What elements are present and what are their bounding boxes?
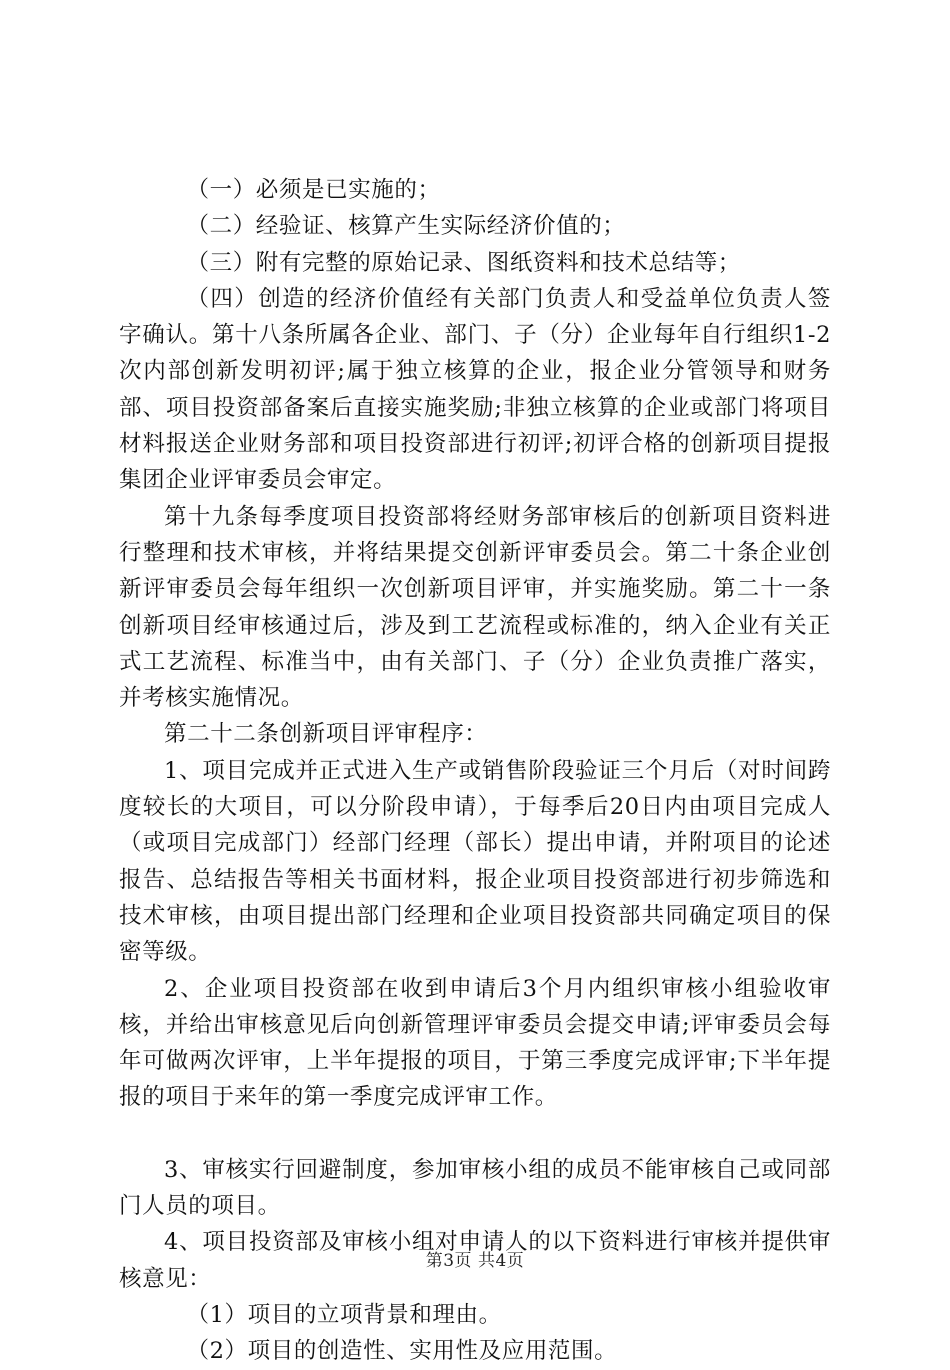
paragraph-item-2: （二）经验证、核算产生实际经济价值的； [186,213,626,240]
paragraph-step-1: 1、项目完成并正式进入生产或销售阶段验证三个月后（对时间跨度较长的大项目，可以分阶段申请），于每季后20日内由项目完成人（或项目完成部门）经部门经理（部长）提出申请，并附项目的论述报告、总结报告等相关书面材料，报企业项目投资部进行初步筛选和技术审核，由项目提出部门经理和企业项目投资部共同确定项目的保密等级。 [119,757,831,966]
paragraph-step-2: 2、企业项目投资部在收到申请后3个月内组织审核小组验收审核，并给出审核意见后向创新管理评审委员会提交申请;评审委员会每年可做两次评审，上半年提报的项目，于第三季度完成评审;下半年提报的项目于来年的第一季度完成评审工作。 [119,975,831,1111]
paragraph-item-1: （一）必须是已实施的； [186,177,441,203]
page-number-footer: 第3页 共4页 [425,1251,525,1271]
paragraph-article-22: 第二十二条创新项目评审程序： [164,721,488,748]
paragraph-step-3: 3、审核实行回避制度，参加审核小组的成员不能审核自己或同部门人员的项目。 [119,1156,831,1220]
paragraph-subitem-2: （2）项目的创造性、实用性及应用范围。 [186,1338,618,1365]
paragraph-article-19: 第十九条每季度项目投资部将经财务部审核后的创新项目资料进行整理和技术审核，并将结果提交创新评审委员会。第二十条企业创新评审委员会每年组织一次创新项目评审，并实施奖励。第二十一条创新项目经审核通过后，涉及到工艺流程或标准的，纳入企业有关正式工艺流程、标准当中，由有关部门、子（分）企业负责推广落实，并考核实施情况。 [119,503,831,712]
paragraph-subitem-1: （1）项目的立项背景和理由。 [186,1301,502,1328]
paragraph-step-4: 4、项目投资部及审核小组对申请人的以下资料进行审核并提供审核意见： [119,1229,831,1292]
paragraph-item-4: （四）创造的经济价值经有关部门负责人和受益单位负责人签字确认。第十八条所属各企业、部门、子（分）企业每年自行组织1-2次内部创新发明初评;属于独立核算的企业，报企业分管领导和财务部、项目投资部备案后直接实施奖励;非独立核算的企业或部门将项目材料报送企业财务部和项目投资部进行初评;初评合格的创新项目提报集团企业评审委员会审定。 [119,285,831,494]
paragraph-item-3: （三）附有完整的原始记录、图纸资料和技术总结等； [186,249,741,276]
document-body [119,172,831,1370]
paragraph-gap [119,1116,831,1152]
